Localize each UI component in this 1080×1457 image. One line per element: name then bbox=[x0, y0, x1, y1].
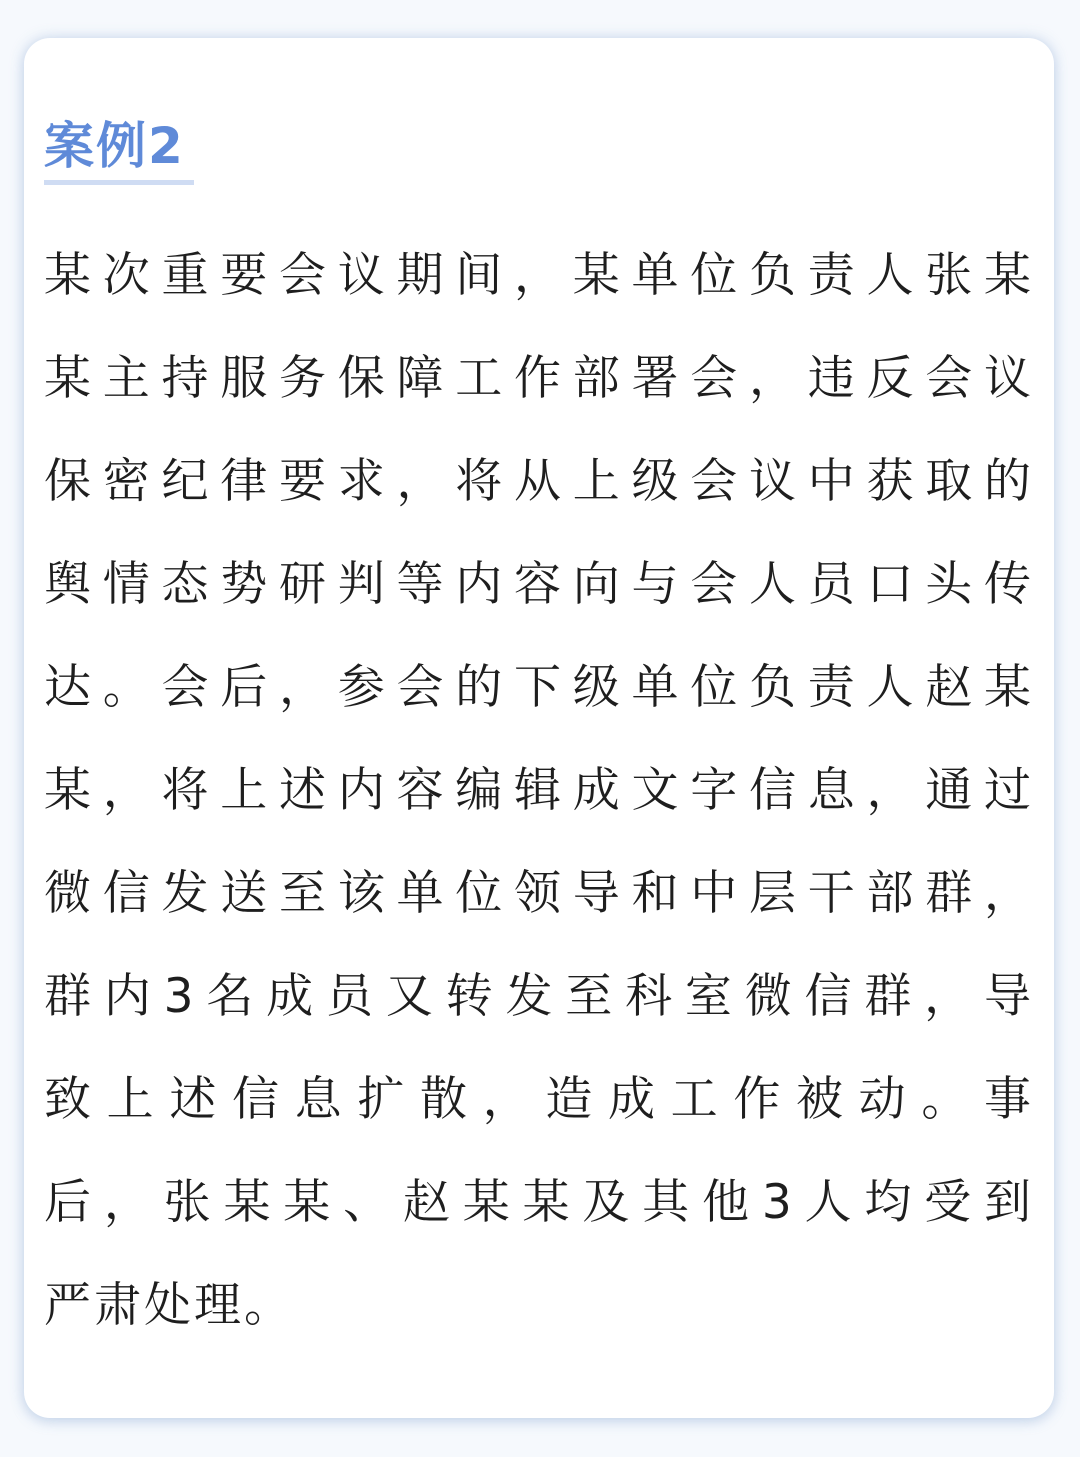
body-line: 达。会后，参会的下级单位负责人赵某 bbox=[44, 660, 1034, 715]
body-line: 舆情态势研判等内容向与会人员口头传 bbox=[44, 557, 1034, 612]
body-line: 致上述信息扩散，造成工作被动。事 bbox=[44, 1072, 1034, 1127]
case-card bbox=[24, 38, 1054, 1418]
body-line: 后，张某某、赵某某及其他3人均受到 bbox=[44, 1175, 1034, 1230]
body-line: 微信发送至该单位领导和中层干部群， bbox=[44, 866, 1034, 921]
case-title: 案例2 bbox=[44, 117, 185, 175]
body-line: 某，将上述内容编辑成文字信息，通过 bbox=[44, 763, 1034, 818]
title-underline bbox=[44, 180, 194, 185]
body-line: 某次重要会议期间，某单位负责人张某 bbox=[44, 248, 1034, 303]
body-line: 严肃处理。 bbox=[44, 1278, 294, 1333]
case-body-text bbox=[44, 224, 1034, 1357]
body-line: 群内3名成员又转发至科室微信群，导 bbox=[44, 969, 1034, 1024]
body-line: 某主持服务保障工作部署会，违反会议 bbox=[44, 351, 1034, 406]
body-line: 保密纪律要求，将从上级会议中获取的 bbox=[44, 454, 1034, 509]
